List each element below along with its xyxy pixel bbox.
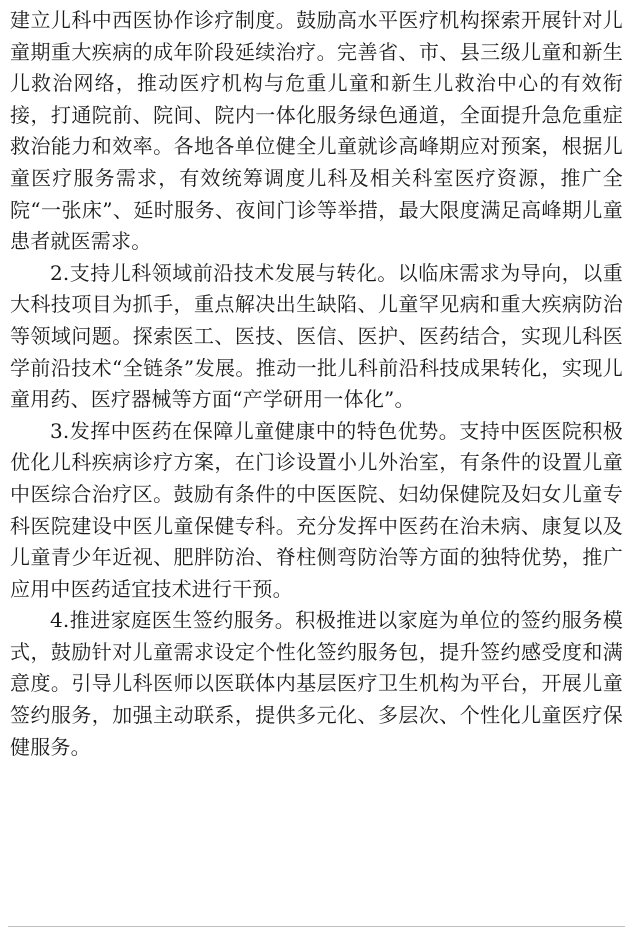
paragraph-frontier-tech: 2.支持儿科领域前沿技术发展与转化。以临床需求为导向，以重大科技项目为抓手，重点解决出生缺陷、儿童罕见病和重大疾病防治等领域问题。探索医工、医技、医信、医护、医药结合，实现儿科医学前沿技术“全链条”发展。推动一批儿科前沿科技成果转化，实现儿童用药、医疗器械等方面“产学研用一体化”。 [10, 260, 623, 412]
paragraph-continuation: 建立儿科中西医协作诊疗制度。鼓励高水平医疗机构探索开展针对儿童期重大疾病的成年阶段延续治疗。完善省、市、县三级儿童和新生儿救治网络，推动医疗机构与危重儿童和新生儿救治中心的有效衔接，打通院前、院间、院内一体化服务绿色通道，全面提升急危重症救治能力和效率。各地各单位健全儿童就诊高峰期应对预案，根据儿童医疗服务需求，有效统筹调度儿科及相关科室医疗资源，推广全院“一张床”、延时服务、夜间门诊等举措，最大限度满足高峰期儿童患者就医需求。 [10, 8, 623, 254]
paragraph-family-doctor: 4.推进家庭医生签约服务。积极推进以家庭为单位的签约服务模式，鼓励针对儿童需求设定个性化签约服务包，提升签约感受度和满意度。引导儿科医师以医联体内基层医疗卫生机构为平台，开展儿童签约服务，加强主动联系，提供多元化、多层次、个性化儿童医疗保健服务。 [10, 608, 623, 759]
bottom-divider [8, 926, 625, 927]
paragraph-tcm: 3.发挥中医药在保障儿童健康中的特色优势。支持中医医院积极优化儿科疾病诊疗方案，在门诊设置小儿外治室，有条件的设置儿童中医综合治疗区。鼓励有条件的中医医院、妇幼保健院及妇女儿童专科医院建设中医儿童保健专科。充分发挥中医药在治未病、康复以及儿童青少年近视、肥胖防治、脊柱侧弯防治等方面的独特优势，推广应用中医药适宜技术进行干预。 [10, 418, 623, 601]
